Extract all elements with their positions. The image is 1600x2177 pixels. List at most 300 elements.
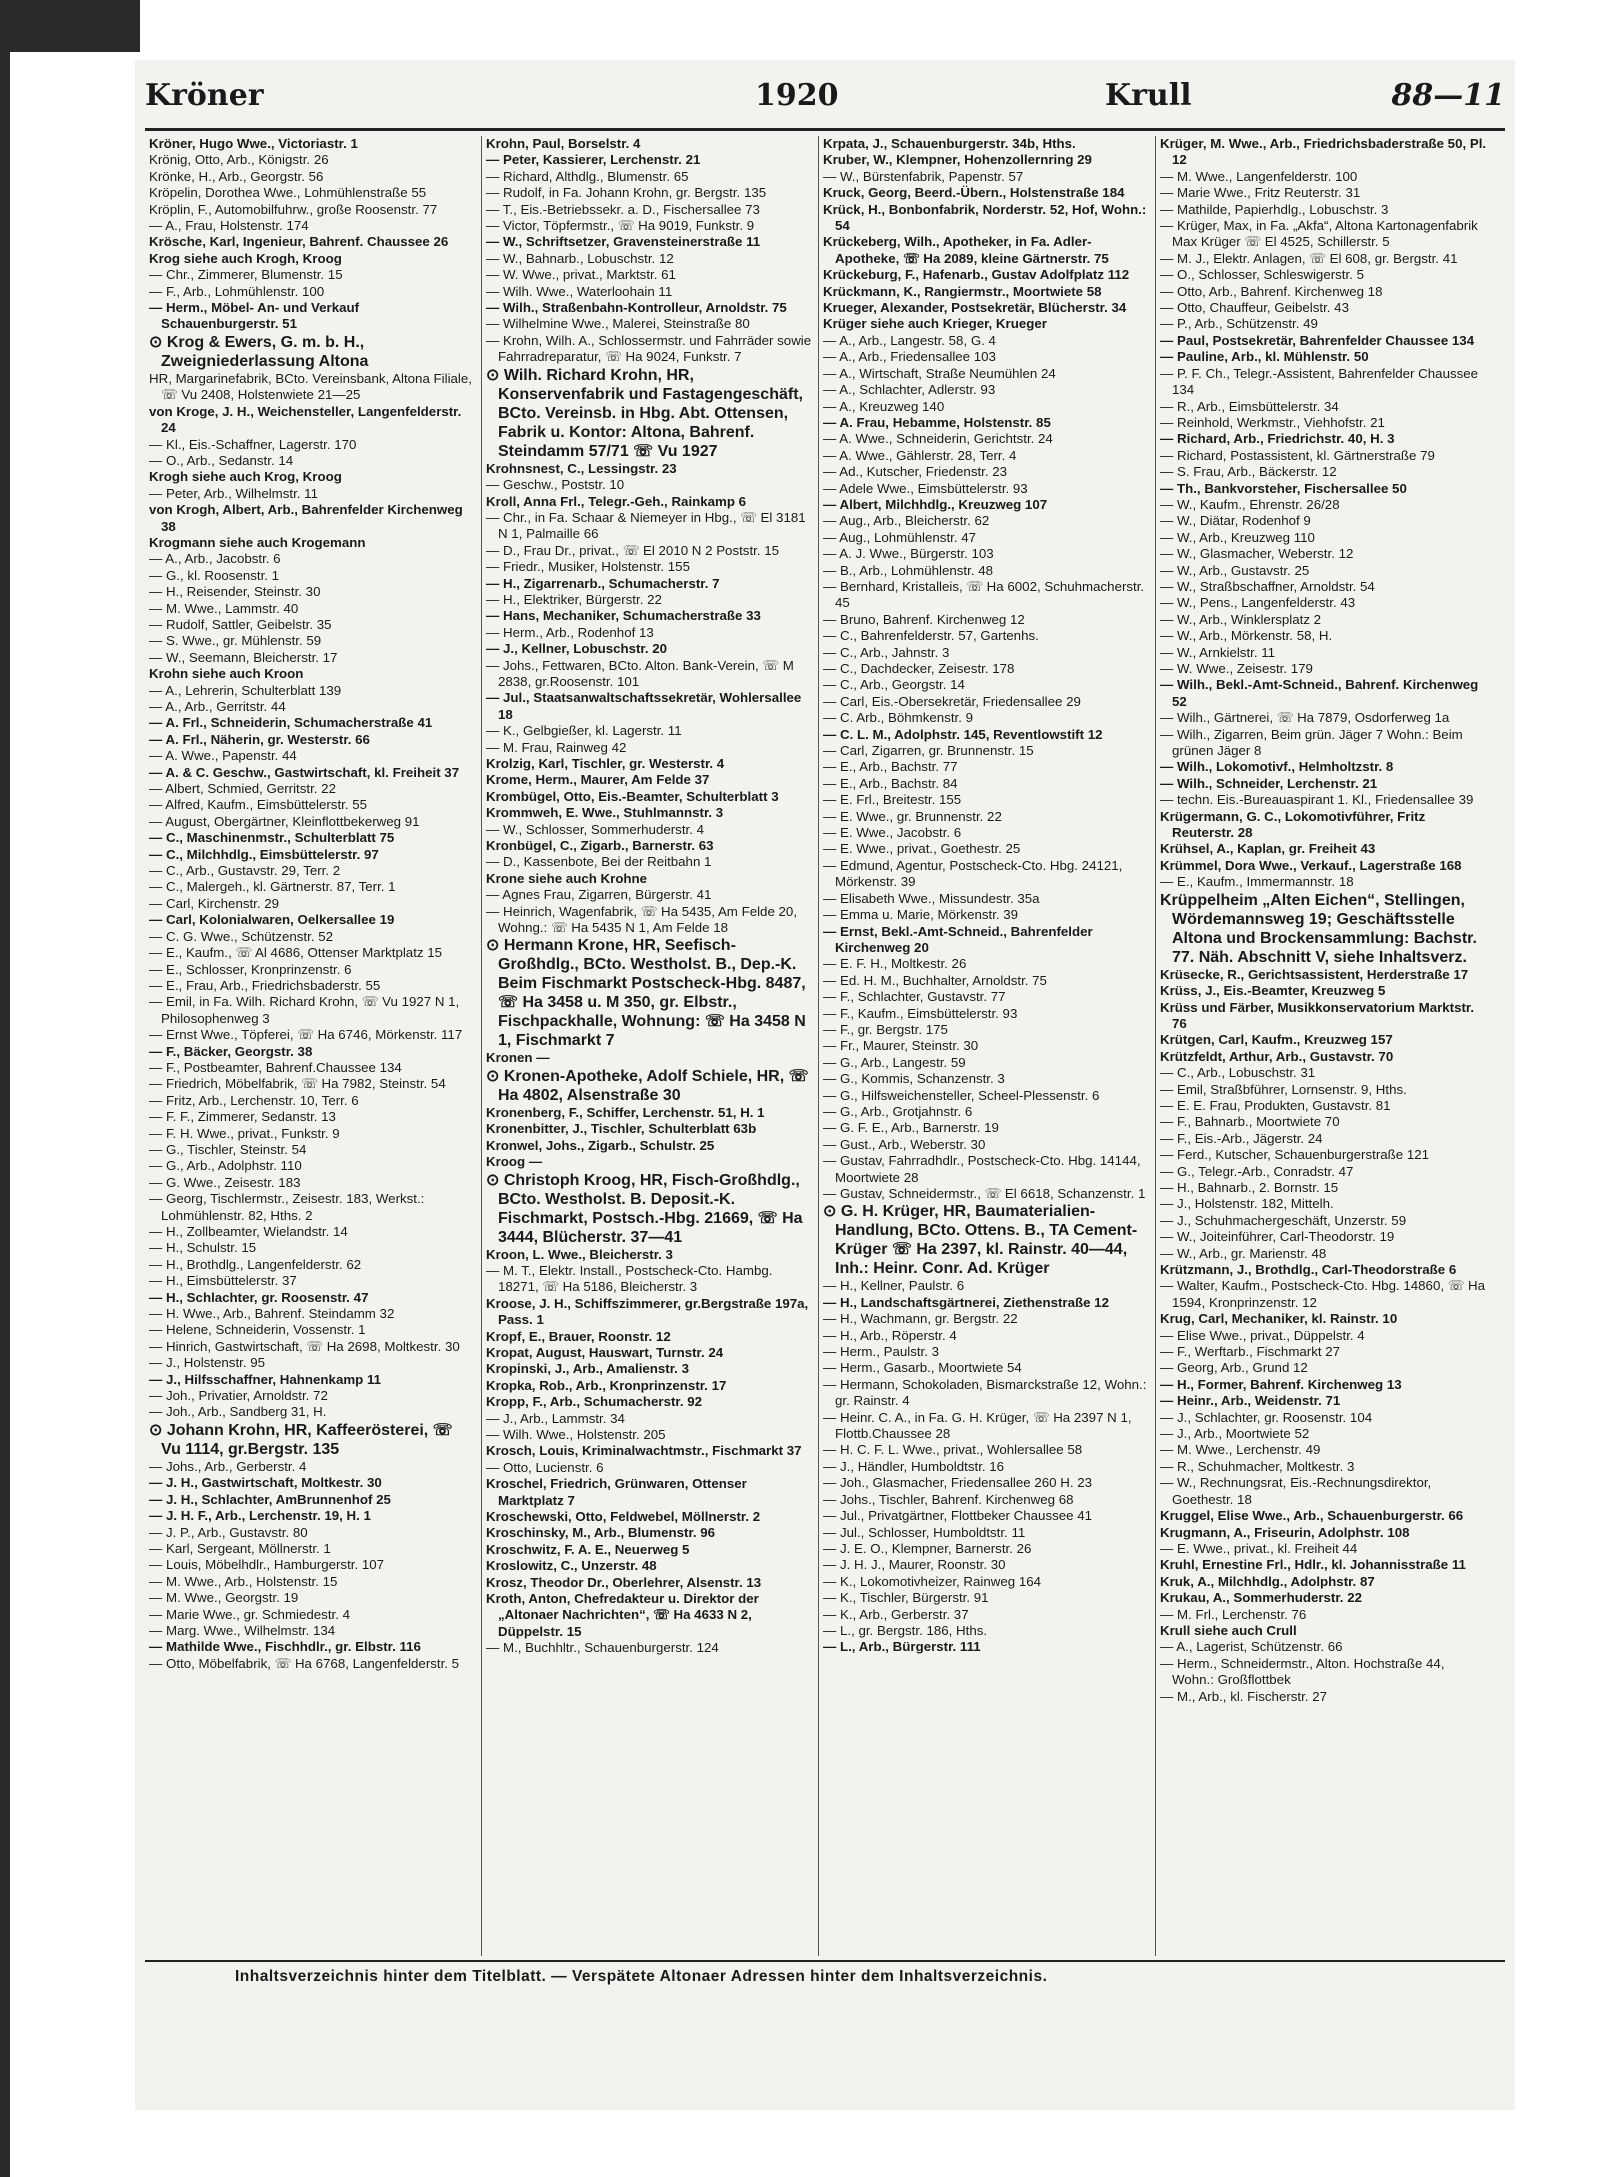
directory-entry: — Ed. H. M., Buchhalter, Arnoldstr. 75 (823, 972, 1047, 988)
directory-entry: — F. H. Wwe., privat., Funkstr. 9 (149, 1125, 340, 1141)
directory-entry: — Joh., Glasmacher, Friedensallee 260 H. 23 (823, 1475, 1093, 1491)
directory-entry: — G., Kommis, Schanzenstr. 3 (823, 1071, 1005, 1087)
directory-entry: — Joh., Arb., Sandberg 31, H. (149, 1404, 327, 1420)
directory-entry: von Krogh, Albert, Arb., Bahrenfelder Kirchenweg 38 (149, 502, 463, 534)
directory-entry: — E., Kaufm., ☏ Al 4686, Ottenser Marktplatz 15 (149, 945, 443, 961)
directory-entry: HR, Margarinefabrik, BCto. Vereinsbank, Altona Filiale, ☏ Vu 2408, Holstenwiete 21—25 (149, 370, 472, 403)
directory-columns (145, 136, 1505, 1956)
directory-entry: — J., Holstenstr. 182, Mittelh. (1160, 1196, 1334, 1212)
directory-entry: Kroth, Anton, Chefredakteur u. Direktor der „Altonaer Nachrichten“, ☏ Ha 4633 N 2, Düppelstr. 15 (486, 1591, 759, 1639)
directory-entry: — E. E. Frau, Produkten, Gustavstr. 81 (1160, 1097, 1391, 1113)
page-header (145, 78, 1505, 122)
directory-entry: — Victor, Töpfermstr., ☏ Ha 9019, Funkstr. 9 (486, 218, 755, 234)
directory-entry: — Friedrich, Möbelfabrik, ☏ Ha 7982, Steinstr. 54 (149, 1076, 446, 1092)
directory-entry: — A., Lagerist, Schützenstr. 66 (1160, 1639, 1343, 1655)
directory-entry: — B., Arb., Lohmühlenstr. 48 (823, 562, 993, 578)
directory-entry: — D., Frau Dr., privat., ☏ El 2010 N 2 Poststr. 15 (486, 542, 780, 558)
directory-entry: — C. G. Wwe., Schützenstr. 52 (149, 928, 334, 944)
directory-entry: Kroose, J. H., Schiffszimmerer, gr.Bergstraße 197a, Pass. 1 (486, 1295, 809, 1328)
directory-entry: — Georg, Tischlermstr., Zeisestr. 183, Werkst.: Lohmühlenstr. 82, Hths. 2 (149, 1191, 425, 1223)
directory-entry: — K., Tischler, Bürgerstr. 91 (823, 1590, 989, 1606)
directory-entry: Kroon, L. Wwe., Bleicherstr. 3 (486, 1246, 673, 1262)
directory-entry: — Marie Wwe., Fritz Reuterstr. 31 (1160, 185, 1361, 201)
directory-entry: — W., Straßbschaffner, Arnoldstr. 54 (1160, 578, 1375, 594)
directory-entry: — H., Schlachter, gr. Roosenstr. 47 (149, 1289, 369, 1305)
directory-entry: — Joh., Privatier, Arnoldstr. 72 (149, 1388, 328, 1404)
directory-entry: — Wilh., Schneider, Lerchenstr. 21 (1160, 775, 1378, 791)
directory-entry: — J. H. F., Arb., Lerchenstr. 19, H. 1 (149, 1508, 371, 1524)
directory-entry: — Louis, Möbelhdlr., Hamburgerstr. 107 (149, 1557, 385, 1573)
directory-entry: ⊙ Wilh. Richard Krohn, HR, Konservenfabrik und Fastagengeschäft, BCto. Vereinsb. in Hbg. Abt. Ottensen, Fabrik u. Kontor: Altona, Bahrenf. Steindamm 57/71 ☏ Vu 1927 (486, 366, 803, 460)
directory-entry: — Hans, Mechaniker, Schumacherstraße 33 (486, 608, 761, 624)
directory-entry: — Herm., Arb., Rodenhof 13 (486, 624, 654, 640)
directory-entry: — Wilh., Straßenbahn-Kontrolleur, Arnoldstr. 75 (486, 300, 787, 316)
directory-entry: — A., Wirtschaft, Straße Neumühlen 24 (823, 365, 1056, 381)
directory-entry: — K., Gelbgießer, kl. Lagerstr. 11 (486, 723, 682, 739)
footer-rule (145, 1960, 1505, 1962)
directory-entry: — H., Brothdlg., Langenfelderstr. 62 (149, 1256, 362, 1272)
directory-entry: Kröpelin, Dorothea Wwe., Lohmühlenstraße 55 (149, 185, 427, 201)
directory-entry: — Carl, Zigarren, gr. Brunnenstr. 15 (823, 743, 1034, 759)
directory-entry: — S. Frau, Arb., Bäckerstr. 12 (1160, 464, 1337, 480)
directory-entry: Krüppelheim „Alten Eichen“, Stellingen, Wördemannsweg 19; Geschäftsstelle Altona und Brockensammlung: Bachstr. 77. Näh. Abschnitt V, siehe Inhaltsverz. (1160, 891, 1477, 966)
directory-entry: — Krohn, Wilh. A., Schlossermstr. und Fahrräder sowie Fahrradreparatur, ☏ Ha 9024, Funkstr. 7 (486, 332, 812, 365)
directory-entry: — Herm., Gasarb., Moortwiete 54 (823, 1360, 1022, 1376)
directory-entry: Kropinski, J., Arb., Amalienstr. 3 (486, 1361, 689, 1377)
directory-entry: — E. Wwe., Jacobstr. 6 (823, 825, 962, 841)
directory-entry: — Wilh., Bekl.-Amt-Schneid., Bahrenf. Kirchenweg 52 (1160, 677, 1479, 709)
directory-entry: — E., Arb., Bachstr. 77 (823, 759, 958, 775)
directory-entry: — C., Milchhdlg., Eimsbüttelerstr. 97 (149, 846, 379, 862)
footer-note: Inhaltsverzeichnis hinter dem Titelblatt. — Verspätete Altonaer Adressen hinter dem Inhaltsverzeichnis. (235, 1968, 1048, 1985)
directory-entry: — C., Bahrenfelderstr. 57, Gartenhs. (823, 628, 1039, 644)
directory-entry: — E., Frau, Arb., Friedrichsbaderstr. 55 (149, 977, 381, 993)
directory-entry: Kröplin, F., Automobilfuhrw., große Roosenstr. 77 (149, 201, 438, 217)
directory-entry: — C., Arb., Georgstr. 14 (823, 677, 965, 693)
directory-entry: — Adele Wwe., Eimsbüttelerstr. 93 (823, 480, 1028, 496)
directory-entry: — Herm., Möbel- An- und Verkauf Schauenburgerstr. 51 (149, 300, 360, 332)
directory-entry: — Wilh., Zigarren, Beim grün. Jäger 7 Wohn.: Beim grünen Jäger 8 (1160, 726, 1463, 759)
directory-entry: — A., Lehrerin, Schulterblatt 139 (149, 682, 342, 698)
directory-entry: — Otto, Lucienstr. 6 (486, 1459, 604, 1475)
directory-entry: — C., Arb., Gustavstr. 29, Terr. 2 (149, 863, 341, 879)
directory-entry: — Peter, Kassierer, Lerchenstr. 21 (486, 152, 701, 168)
directory-entry: — W., Joiteinführer, Carl-Theodorstr. 19 (1160, 1229, 1395, 1245)
directory-entry: — Bernhard, Kristalleis, ☏ Ha 6002, Schuhmacherstr. 45 (823, 578, 1145, 611)
directory-entry: Kruhl, Ernestine Frl., Hdlr., kl. Johannisstraße 11 (1160, 1557, 1466, 1573)
directory-entry: — Richard, Postassistent, kl. Gärtnerstraße 79 (1160, 447, 1435, 463)
directory-entry: — P., Arb., Schützenstr. 49 (1160, 316, 1318, 332)
directory-entry: — A. Wwe., Gählerstr. 28, Terr. 4 (823, 447, 1017, 463)
directory-entry: ⊙ Krog & Ewers, G. m. b. H., Zweigniederlassung Altona (149, 333, 369, 370)
directory-entry: — H., Zigarrenarb., Schumacherstr. 7 (486, 575, 720, 591)
directory-entry: Krpata, J., Schauenburgerstr. 34b, Hths. (823, 136, 1076, 151)
directory-entry: Kronenberg, F., Schiffer, Lerchenstr. 51, H. 1 (486, 1104, 765, 1120)
directory-entry: — Carl, Kirchenstr. 29 (149, 895, 280, 911)
directory-entry: — G. Wwe., Zeisestr. 183 (149, 1174, 301, 1190)
directory-entry: Krueger, Alexander, Postsekretär, Blücherstr. 34 (823, 300, 1127, 316)
directory-entry: — Chr., in Fa. Schaar & Niemeyer in Hbg., ☏ El 3181 N 1, Palmaille 66 (486, 509, 806, 542)
directory-entry: — M. J., Elektr. Anlagen, ☏ El 608, gr. Bergstr. 41 (1160, 250, 1458, 266)
directory-entry: Krüger siehe auch Krieger, Krueger (823, 316, 1047, 332)
directory-entry: — A., Arb., Gerritstr. 44 (149, 699, 286, 714)
directory-entry: — Ernst Wwe., Töpferei, ☏ Ha 6746, Mörkenstr. 117 (149, 1027, 463, 1043)
directory-entry: — C. L. M., Adolphstr. 145, Reventlowstift 12 (823, 726, 1103, 742)
directory-entry: — Fr., Maurer, Steinstr. 30 (823, 1038, 979, 1054)
directory-entry: — W., Diätar, Rodenhof 9 (1160, 513, 1311, 529)
directory-entry: — H., Reisender, Steinstr. 30 (149, 584, 321, 600)
directory-entry: — P. F. Ch., Telegr.-Assistent, Bahrenfelder Chaussee 134 (1160, 365, 1479, 398)
directory-entry: — L., gr. Bergstr. 186, Hths. (823, 1622, 988, 1638)
directory-entry: — M. Wwe., Langenfelderstr. 100 (1160, 168, 1358, 184)
directory-entry: — E., Arb., Bachstr. 84 (823, 775, 958, 791)
directory-entry: ⊙ Kronen-Apotheke, Adolf Schiele, HR, ☏ Ha 4802, Alsenstraße 30 (486, 1067, 809, 1104)
directory-entry: Kronbügel, C., Zigarb., Barnerstr. 63 (486, 838, 714, 854)
directory-entry: Krug, Carl, Mechaniker, kl. Rainstr. 10 (1160, 1311, 1398, 1327)
directory-entry: — E. Wwe., privat., Goethestr. 25 (823, 841, 1021, 857)
directory-entry: — J. H., Schlachter, AmBrunnenhof 25 (149, 1491, 391, 1507)
directory-entry: Krütgen, Carl, Kaufm., Kreuzweg 157 (1160, 1032, 1393, 1048)
directory-entry: — Herm., Schneidermstr., Alton. Hochstraße 44, Wohn.: Großflottbek (1160, 1655, 1445, 1688)
directory-entry: — Edmund, Agentur, Postscheck-Cto. Hbg. 24121, Mörkenstr. 39 (823, 857, 1123, 890)
directory-entry: — A., Arb., Friedensallee 103 (823, 349, 996, 365)
directory-entry: — Marie Wwe., gr. Schmiedestr. 4 (149, 1606, 350, 1622)
directory-entry: Krone siehe auch Krohne (486, 870, 648, 886)
directory-entry: Krukau, A., Sommerhuderstr. 22 (1160, 1590, 1362, 1606)
directory-entry: Kroslowitz, C., Unzerstr. 48 (486, 1558, 657, 1574)
column-4 (1156, 136, 1493, 1956)
directory-entry: — A. Frl., Näherin, gr. Westerstr. 66 (149, 731, 370, 747)
header-rule (145, 128, 1505, 131)
directory-entry: — G., Arb., Grotjahnstr. 6 (823, 1103, 973, 1119)
directory-entry: — W., Arnkielstr. 11 (1160, 644, 1276, 660)
directory-entry: — F., Postbeamter, Bahrenf.Chaussee 134 (149, 1059, 402, 1075)
directory-entry: — A., Arb., Jacobstr. 6 (149, 551, 281, 567)
directory-entry: Kropat, August, Hauswart, Turnstr. 24 (486, 1344, 724, 1360)
directory-entry: Kruk, A., Milchhdlg., Adolphstr. 87 (1160, 1573, 1375, 1589)
directory-entry: — C., Dachdecker, Zeisestr. 178 (823, 661, 1015, 676)
directory-entry: Krüger, M. Wwe., Arb., Friedrichsbaderstraße 50, Pl. 12 (1160, 136, 1487, 168)
directory-entry: — H., Bahnarb., 2. Bornstr. 15 (1160, 1179, 1339, 1195)
directory-entry: — Alfred, Kaufm., Eimsbüttelerstr. 55 (149, 797, 368, 813)
directory-entry: — H., Zollbeamter, Wielandstr. 14 (149, 1224, 348, 1239)
directory-entry: — G., Telegr.-Arb., Conradstr. 47 (1160, 1163, 1354, 1179)
directory-entry: Krohn siehe auch Kroon (149, 666, 304, 682)
directory-entry: Kroschel, Friedrich, Grünwaren, Ottenser Marktplatz 7 (486, 1476, 747, 1508)
directory-entry: — Heinrich, Wagenfabrik, ☏ Ha 5435, Am Felde 20, Wohng.: ☏ Ha 5435 N 1, Am Felde 18 (486, 903, 798, 936)
directory-entry: — O., Schlosser, Schleswigerstr. 5 (1160, 267, 1364, 283)
directory-entry: — E. Wwe., privat., kl. Freiheit 44 (1160, 1540, 1358, 1556)
directory-entry: Kropp, F., Arb., Schumacherstr. 92 (486, 1394, 703, 1410)
directory-entry: — M. Wwe., Lammstr. 40 (149, 600, 299, 616)
directory-entry: von Kroge, J. H., Weichensteller, Langenfelderstr. 24 (149, 403, 462, 436)
directory-entry: — M. Frau, Rainweg 42 (486, 739, 627, 755)
directory-entry: — Elise Wwe., privat., Düppelstr. 4 (1160, 1327, 1365, 1343)
directory-entry: — Ferd., Kutscher, Schauenburgerstraße 121 (1160, 1147, 1430, 1163)
directory-entry: Kronenbitter, J., Tischler, Schulterblatt 63b (486, 1121, 757, 1137)
directory-entry: — Emil, Straßbführer, Lornsenstr. 9, Hths. (1160, 1081, 1407, 1097)
directory-entry: — Ad., Kutscher, Friedenstr. 23 (823, 464, 1008, 480)
directory-entry: Krohn, Paul, Borselstr. 4 (486, 136, 641, 151)
directory-entry: — G., kl. Roosenstr. 1 (149, 567, 280, 583)
directory-entry: Krosz, Theodor Dr., Oberlehrer, Alsenstr. 13 (486, 1574, 762, 1590)
directory-entry: ⊙ Johann Krohn, HR, Kaffeerösterei, ☏ Vu 1114, gr.Bergstr. 135 (149, 1421, 453, 1458)
directory-entry: Krühsel, A., Kaplan, gr. Freiheit 43 (1160, 841, 1376, 857)
directory-entry: — C., Malergeh., kl. Gärtnerstr. 87, Terr. 1 (149, 879, 396, 895)
directory-entry: — Karl, Sergeant, Möllnerstr. 1 (149, 1540, 331, 1556)
directory-entry: — Helene, Schneiderin, Vossenstr. 1 (149, 1322, 366, 1338)
directory-entry: — M. Wwe., Lerchenstr. 49 (1160, 1442, 1321, 1458)
directory-entry: — F. F., Zimmerer, Sedanstr. 13 (149, 1109, 336, 1125)
directory-entry: — W., Bürstenfabrik, Papenstr. 57 (823, 168, 1024, 184)
directory-entry: Krönke, H., Arb., Georgstr. 56 (149, 168, 324, 184)
directory-entry: — W., Kaufm., Ehrenstr. 26/28 (1160, 496, 1340, 512)
directory-entry: Krohnsnest, C., Lessingstr. 23 (486, 460, 677, 476)
directory-entry: — Walter, Kaufm., Postscheck-Cto. Hbg. 14860, ☏ Ha 1594, Kronprinzenstr. 12 (1160, 1278, 1486, 1310)
directory-entry: — Aug., Arb., Bleicherstr. 62 (823, 513, 990, 529)
directory-entry: — Wilh. Wwe., Waterloohain 11 (486, 283, 673, 299)
column-2 (482, 136, 819, 1956)
directory-entry: Krog siehe auch Krogh, Kroog (149, 250, 342, 266)
directory-entry: — W., Glasmacher, Weberstr. 12 (1160, 546, 1354, 562)
directory-entry: ⊙ Christoph Kroog, HR, Fisch-Großhdlg., BCto. Westholst. B. Deposit.-K. Fischmarkt, Postsch.-Hbg. 21669, ☏ Ha 3444, Blücherstr. 37—41 (486, 1171, 803, 1246)
directory-entry: — Hinrich, Gastwirtschaft, ☏ Ha 2698, Moltkestr. 30 (149, 1338, 460, 1354)
directory-entry: Kröner, Hugo Wwe., Victoriastr. 1 (149, 136, 358, 151)
directory-entry: Kropf, E., Brauer, Roonstr. 12 (486, 1328, 671, 1344)
directory-entry: — M. Wwe., Arb., Holstenstr. 15 (149, 1573, 338, 1589)
directory-entry: — F., Bahnarb., Moortwiete 70 (1160, 1114, 1340, 1130)
header-page-number: 88—11 (1391, 78, 1505, 113)
directory-entry: — Carl, Eis.-Obersekretär, Friedensallee 29 (823, 693, 1081, 709)
directory-entry: Krome, Herm., Maurer, Am Felde 37 (486, 772, 710, 788)
directory-entry: — H., Landschaftsgärtnerei, Ziethenstraße 12 (823, 1294, 1109, 1310)
directory-entry: — Gust., Arb., Weberstr. 30 (823, 1136, 986, 1152)
directory-entry: — Johs., Fettwaren, BCto. Alton. Bank-Verein, ☏ M 2838, gr.Roosenstr. 101 (486, 657, 794, 689)
directory-entry: — Otto, Möbelfabrik, ☏ Ha 6768, Langenfelderstr. 5 (149, 1655, 460, 1671)
directory-entry: — M., Buchhltr., Schauenburgerstr. 124 (486, 1640, 719, 1656)
directory-entry: — Bruno, Bahrenf. Kirchenweg 12 (823, 611, 1025, 627)
directory-entry: Krolzig, Karl, Tischler, gr. Westerstr. 4 (486, 756, 725, 771)
directory-entry: — W., Arb., Mörkenstr. 58, H. (1160, 628, 1333, 644)
directory-entry: — Rudolf, in Fa. Johann Krohn, gr. Bergstr. 135 (486, 185, 767, 201)
directory-entry: Krombügel, Otto, Eis.-Beamter, Schulterblatt 3 (486, 788, 779, 804)
directory-entry: — J. E. O., Klempner, Barnerstr. 26 (823, 1540, 1032, 1556)
directory-entry: — M. Wwe., Georgstr. 19 (149, 1590, 299, 1606)
directory-entry: — W. Wwe., Zeisestr. 179 (1160, 661, 1313, 676)
directory-entry: — R., Arb., Eimsbüttelerstr. 34 (1160, 398, 1339, 414)
directory-entry: — J. H. J., Maurer, Roonstr. 30 (823, 1557, 1006, 1573)
directory-entry: — H. C. F. L. Wwe., privat., Wohlersallee 58 (823, 1442, 1083, 1458)
directory-entry: — A., Kreuzweg 140 (823, 398, 945, 414)
directory-entry: — Wilh., Lokomotivf., Helmholtzstr. 8 (1160, 759, 1394, 775)
directory-entry: — Johs., Tischler, Bahrenf. Kirchenweg 68 (823, 1491, 1074, 1507)
directory-entry: — Kl., Eis.-Schaffner, Lagerstr. 170 (149, 436, 357, 452)
directory-entry: — J., Arb., Lammstr. 34 (486, 1410, 625, 1426)
directory-entry: — E. Frl., Breitestr. 155 (823, 792, 962, 808)
directory-entry: — H., Eimsbüttelerstr. 37 (149, 1273, 297, 1289)
directory-entry: Krützmann, J., Brothdlg., Carl-Theodorstraße 6 (1160, 1262, 1457, 1277)
directory-entry: Kroschwitz, F. A. E., Neuerweg 5 (486, 1541, 690, 1557)
directory-entry: — A., Arb., Langestr. 58, G. 4 (823, 332, 996, 348)
directory-entry: — Mathilde, Papierhdlg., Lobuschstr. 3 (1160, 201, 1389, 217)
directory-entry: — Geschw., Poststr. 10 (486, 477, 625, 493)
directory-entry: — Jul., Schlosser, Humboldtstr. 11 (823, 1524, 1026, 1540)
directory-entry: — W., Rechnungsrat, Eis.-Rechnungsdirektor, Goethestr. 18 (1160, 1475, 1432, 1507)
directory-entry: — Albert, Schmied, Gerritstr. 22 (149, 781, 336, 797)
directory-entry: — W., Pens., Langenfelderstr. 43 (1160, 595, 1356, 611)
directory-entry: — T., Eis.-Betriebssekr. a. D., Fischersallee 73 (486, 201, 760, 217)
directory-entry: — M. T., Elektr. Install., Postscheck-Cto. Hambg. 18271, ☏ Ha 5186, Bleicherstr. 3 (486, 1262, 773, 1295)
directory-entry: — A. Frau, Hebamme, Holstenstr. 85 (823, 414, 1051, 430)
directory-entry: — W., Schlosser, Sommerhuderstr. 4 (486, 821, 704, 837)
directory-entry: — F., Eis.-Arb., Jägerstr. 24 (1160, 1130, 1323, 1146)
directory-entry: — August, Obergärtner, Kleinflottbekerweg 91 (149, 813, 420, 829)
directory-entry: Kruber, W., Klempner, Hohenzollernring 29 (823, 152, 1092, 168)
directory-entry: ⊙ G. H. Krüger, HR, Baumaterialien-Handlung, BCto. Ottens. B., TA Cement-Krüger ☏ Ha 2397, kl. Rainstr. 40—44, Inh.: Heinr. Conr. Ad. Krüger (823, 1203, 1138, 1278)
directory-entry: — Jul., Staatsanwaltschaftssekretär, Wohlersallee 18 (486, 690, 802, 722)
directory-entry: Krösche, Karl, Ingenieur, Bahrenf. Chaussee 26 (149, 234, 449, 250)
directory-entry: — K., Arb., Gerberstr. 37 (823, 1606, 969, 1622)
directory-entry: Krönig, Otto, Arb., Königstr. 26 (149, 152, 329, 168)
directory-entry: — Heinr. C. A., in Fa. G. H. Krüger, ☏ Ha 2397 N 1, Flottb.Chaussee 28 (823, 1409, 1132, 1442)
directory-entry: — Aug., Lohmühlenstr. 47 (823, 529, 977, 545)
directory-entry: — F., Schlachter, Gustavstr. 77 (823, 989, 1006, 1005)
directory-entry: — O., Arb., Sedanstr. 14 (149, 452, 294, 468)
directory-entry: — techn. Eis.-Bureauaspirant 1. Kl., Friedensallee 39 (1160, 792, 1474, 808)
directory-entry: — Otto, Chauffeur, Geibelstr. 43 (1160, 300, 1349, 316)
directory-entry: — Wilh., Gärtnerei, ☏ Ha 7879, Osdorferweg 1a (1160, 710, 1450, 726)
directory-entry: — Marg. Wwe., Wilhelmstr. 134 (149, 1622, 336, 1638)
directory-entry: Kroschewski, Otto, Feldwebel, Möllnerstr. 2 (486, 1509, 761, 1524)
directory-entry: — M., Arb., kl. Fischerstr. 27 (1160, 1688, 1327, 1704)
directory-entry: — Carl, Kolonialwaren, Oelkersallee 19 (149, 912, 395, 928)
directory-entry: — D., Kassenbote, Bei der Reitbahn 1 (486, 854, 712, 870)
directory-entry: — J., Arb., Moortwiete 52 (1160, 1426, 1310, 1442)
directory-entry: Krogh siehe auch Krog, Kroog (149, 469, 342, 485)
directory-entry: — Richard, Althdlg., Blumenstr. 65 (486, 168, 689, 184)
directory-entry: — G., Arb., Langestr. 59 (823, 1054, 966, 1070)
directory-entry: — H., Elektriker, Bürgerstr. 22 (486, 591, 662, 607)
directory-entry: Krosch, Louis, Kriminalwachtmstr., Fischmarkt 37 (486, 1443, 802, 1459)
directory-entry: — Herm., Paulstr. 3 (823, 1344, 940, 1360)
directory-entry: — A. J. Wwe., Bürgerstr. 103 (823, 546, 994, 562)
directory-entry: — Elisabeth Wwe., Missundestr. 35a (823, 890, 1040, 906)
directory-entry: Krümmel, Dora Wwe., Verkauf., Lagerstraße 168 (1160, 857, 1462, 873)
directory-entry: Kruck, Georg, Beerd.-Übern., Holstenstraße 184 (823, 185, 1125, 201)
directory-entry: — Emil, in Fa. Wilh. Richard Krohn, ☏ Vu 1927 N 1, Philosophenweg 3 (149, 994, 460, 1026)
directory-entry: — Wilh. Wwe., Holstenstr. 205 (486, 1426, 666, 1442)
directory-entry: — E., Kaufm., Immermannstr. 18 (1160, 874, 1354, 890)
directory-entry: Kroll, Anna Frl., Telegr.-Geh., Rainkamp 6 (486, 493, 747, 509)
directory-entry: — H. Wwe., Arb., Bahrenf. Steindamm 32 (149, 1306, 395, 1322)
directory-entry: — W. Wwe., privat., Marktstr. 61 (486, 267, 676, 283)
directory-entry: — Gustav, Schneidermstr., ☏ El 6618, Schanzenstr. 1 (823, 1186, 1146, 1201)
directory-entry: — F., Kaufm., Eimsbüttelerstr. 93 (823, 1005, 1018, 1021)
directory-entry: — E., Schlosser, Kronprinzenstr. 6 (149, 961, 352, 977)
directory-entry: — Otto, Arb., Bahrenf. Kirchenweg 18 (1160, 283, 1383, 299)
directory-entry: ⊙ Hermann Krone, HR, Seefisch-Großhdlg., BCto. Westholst. B., Dep.-K. Beim Fischmarkt Postscheck-Hbg. 8487, ☏ Ha 3458 u. M 350, gr. Elbstr., Fischpackhalle, Wohnung: ☏ Ha 3458 N 1, Fischmarkt 7 (486, 937, 806, 1050)
directory-entry: — Emma u. Marie, Mörkenstr. 39 (823, 907, 1019, 923)
directory-entry: — J. H., Gastwirtschaft, Moltkestr. 30 (149, 1475, 382, 1491)
directory-entry: — A. Frl., Schneiderin, Schumacherstraße 41 (149, 715, 433, 731)
directory-entry: — Paul, Postsekretär, Bahrenfelder Chaussee 134 (1160, 332, 1475, 348)
directory-entry: — Rudolf, Sattler, Geibelstr. 35 (149, 616, 332, 632)
directory-entry: — J., Holstenstr. 95 (149, 1355, 266, 1371)
directory-entry: — J., Händler, Humboldtstr. 16 (823, 1458, 1005, 1474)
directory-entry: — F., Arb., Lohmühlenstr. 100 (149, 283, 325, 299)
directory-entry: — C., Arb., Jahnstr. 3 (823, 644, 950, 660)
directory-entry: Krüss, J., Eis.-Beamter, Kreuzweg 5 (1160, 983, 1386, 999)
directory-entry: — Krüger, Max, in Fa. „Akfa“, Altona Kartonagenfabrik Max Krüger ☏ El 4525, Schillerstr. 5 (1160, 218, 1478, 250)
directory-entry: Krüsecke, R., Gerichtsassistent, Herderstraße 17 (1160, 966, 1469, 982)
directory-entry: Krützfeldt, Arthur, Arb., Gustavstr. 70 (1160, 1048, 1394, 1064)
directory-entry: — Albert, Milchhdlg., Kreuzweg 107 (823, 496, 1048, 512)
scan-edge-top (0, 0, 140, 52)
directory-entry: — R., Schuhmacher, Moltkestr. 3 (1160, 1458, 1355, 1474)
directory-entry: Krückeburg, F., Hafenarb., Gustav Adolfplatz 112 (823, 267, 1130, 283)
directory-entry: Kroschinsky, M., Arb., Blumenstr. 96 (486, 1525, 716, 1541)
directory-entry: — Fritz, Arb., Lerchenstr. 10, Terr. 6 (149, 1092, 359, 1108)
directory-entry: Krommweh, E. Wwe., Stuhlmannstr. 3 (486, 805, 724, 821)
directory-entry: — H., Schulstr. 15 (149, 1240, 257, 1256)
directory-entry: — C. Arb., Böhmkenstr. 9 (823, 710, 974, 726)
directory-entry: — W., Bahnarb., Lobuschstr. 12 (486, 250, 674, 266)
directory-entry: — Gustav, Fahrradhdlr., Postscheck-Cto. Hbg. 14144, Moortwiete 28 (823, 1153, 1141, 1185)
scan-edge-left (0, 0, 10, 2177)
directory-entry: — W., Arb., Gustavstr. 25 (1160, 562, 1310, 578)
header-last-name: Krull (1105, 78, 1192, 113)
directory-entry: — J., Hilfsschaffner, Hahnenkamp 11 (149, 1371, 382, 1387)
directory-entry: — F., gr. Bergstr. 175 (823, 1021, 948, 1037)
directory-entry: — G., Hilfsweichensteller, Scheel-Plessenstr. 6 (823, 1087, 1100, 1103)
directory-entry: Krüss und Färber, Musikkonservatorium Marktstr. 76 (1160, 999, 1475, 1031)
directory-entry: — J., Schlachter, gr. Roosenstr. 104 (1160, 1409, 1373, 1425)
directory-entry: — E. Wwe., gr. Brunnenstr. 22 (823, 808, 1002, 824)
directory-entry: — A. & C. Geschw., Gastwirtschaft, kl. Freiheit 37 (149, 764, 460, 780)
directory-entry: — W., Arb., Kreuzweg 110 (1160, 529, 1315, 545)
directory-entry: — Pauline, Arb., kl. Mühlenstr. 50 (1160, 349, 1369, 365)
directory-entry: — A. Wwe., Papenstr. 44 (149, 748, 297, 764)
directory-entry: — L., Arb., Bürgerstr. 111 (823, 1639, 981, 1655)
column-1 (145, 136, 482, 1956)
directory-entry: Krügermann, G. C., Lokomotivführer, Fritz Reuterstr. 28 (1160, 808, 1426, 841)
directory-entry: — Georg, Arb., Grund 12 (1160, 1360, 1308, 1376)
directory-entry: — S. Wwe., gr. Mühlenstr. 59 (149, 633, 322, 649)
directory-entry: — M. Frl., Lerchenstr. 76 (1160, 1606, 1307, 1622)
directory-entry: — H., Arb., Röperstr. 4 (823, 1327, 957, 1343)
directory-entry: — H., Kellner, Paulstr. 6 (823, 1278, 965, 1294)
directory-entry: — Th., Bankvorsteher, Fischersallee 50 (1160, 480, 1407, 496)
directory-entry: Kroog — (486, 1154, 543, 1170)
directory-entry: Kruggel, Elise Wwe., Arb., Schauenburgerstr. 66 (1160, 1508, 1464, 1524)
directory-entry: — W., Schriftsetzer, Gravensteinerstraße 11 (486, 234, 761, 250)
column-3 (819, 136, 1156, 1956)
directory-entry: — F., Werftarb., Fischmarkt 27 (1160, 1344, 1341, 1360)
directory-entry: — C., Maschinenmstr., Schulterblatt 75 (149, 830, 395, 846)
directory-entry: Krück, H., Bonbonfabrik, Norderstr. 52, Hof, Wohn.: 54 (823, 201, 1147, 234)
directory-entry: Krull siehe auch Crull (1160, 1622, 1297, 1638)
directory-entry: — Hermann, Schokoladen, Bismarckstraße 12, Wohn.: gr. Rainstr. 4 (823, 1376, 1147, 1409)
directory-entry: — W., Arb., gr. Marienstr. 48 (1160, 1245, 1327, 1261)
directory-entry: — H., Former, Bahrenf. Kirchenweg 13 (1160, 1376, 1402, 1392)
directory-entry: Kronen — (486, 1050, 550, 1066)
header-first-name: Kröner (145, 78, 264, 113)
directory-entry: — C., Arb., Lobuschstr. 31 (1160, 1065, 1316, 1081)
directory-entry: — A., Schlachter, Adlerstr. 93 (823, 382, 996, 398)
directory-entry: — J., Kellner, Lobuschstr. 20 (486, 641, 668, 657)
header-year: 1920 (755, 78, 839, 113)
directory-entry: — W., Seemann, Bleicherstr. 17 (149, 649, 338, 665)
